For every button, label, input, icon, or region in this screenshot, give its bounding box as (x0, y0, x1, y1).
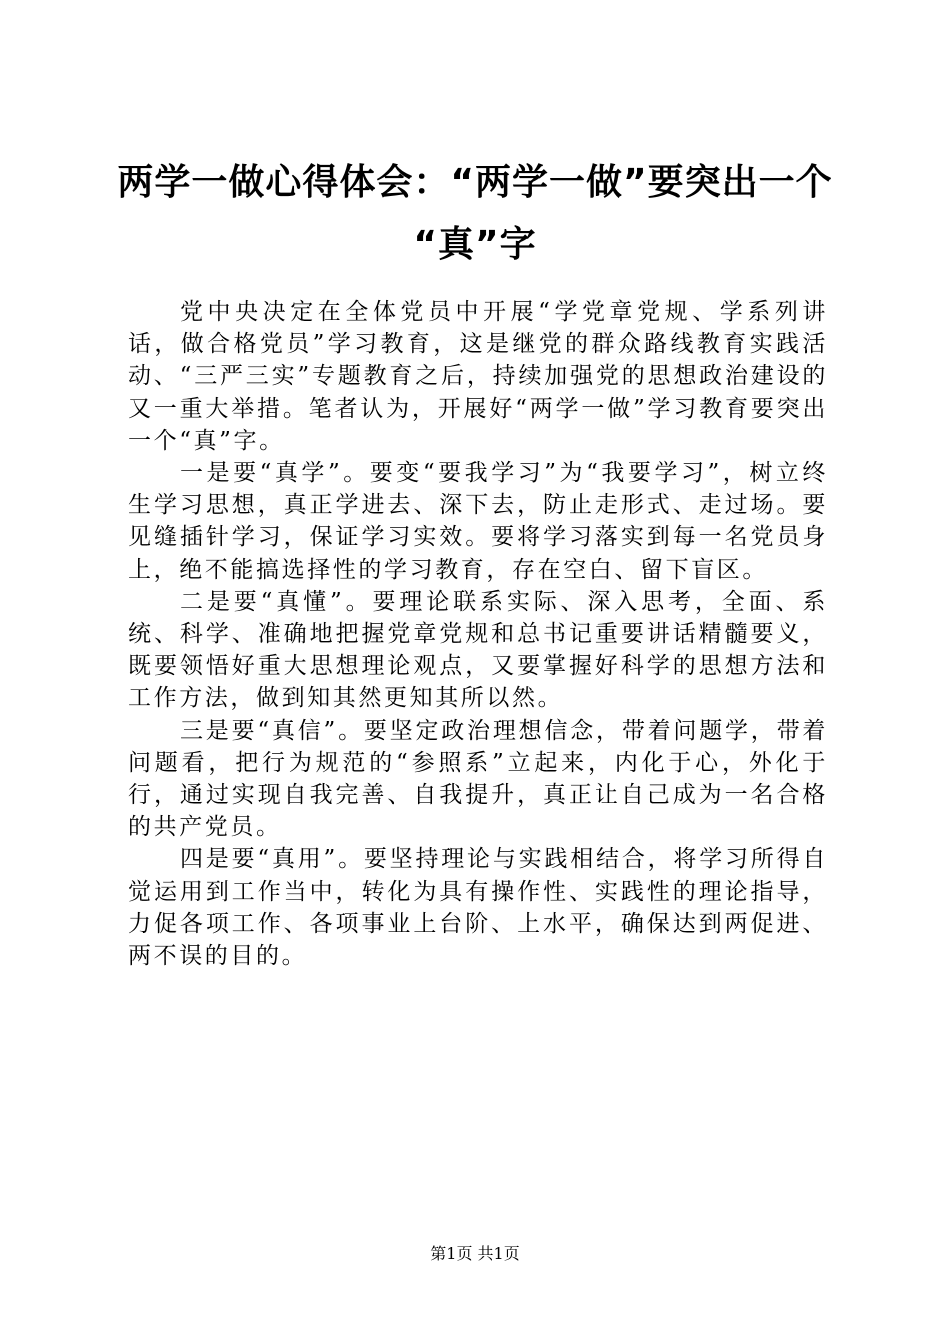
paragraph-zhen-yong: 四是要“真用”。要坚持理论与实践相结合，将学习所得自觉运用到工作当中，转化为具有操作性、实践性的理论指导，力促各项工作、各项事业上台阶、上水平，确保达到两促进、两不误的目的。 (128, 846, 828, 970)
page-title-line-1: 两学一做心得体会：“两学一做”要突出一个 (117, 162, 833, 203)
paragraph-zhen-xue: 一是要“真学”。要变“要我学习”为“我要学习”，树立终生学习思想，真正学进去、深下去，防止走形式、走过场。要见缝插针学习，保证学习实效。要将学习落实到每一名党员身上，绝不能搞选择性的学习教育，存在空白、留下盲区。 (128, 460, 828, 583)
paragraph-zhen-xin: 三是要“真信”。要坚定政治理想信念，带着问题学，带着问题看，把行为规范的“参照系”立起来，内化于心，外化于行，通过实现自我完善、自我提升，真正让自己成为一名合格的共产党员。 (128, 717, 828, 841)
page-title-line-2: “真”字 (413, 224, 537, 265)
paragraph-zhen-dong: 二是要“真懂”。要理论联系实际、深入思考，全面、系统、科学、准确地把握党章党规和总书记重要讲话精髓要义，既要领悟好重大思想理论观点，又要掌握好科学的思想方法和工作方法，做到知其然更知其所以然。 (128, 588, 828, 712)
paragraph-intro: 党中央决定在全体党员中开展“学党章党规、学系列讲话，做合格党员”学习教育，这是继党的群众路线教育实践活动、“三严三实”专题教育之后，持续加强党的思想政治建设的又一重大举措。笔者认为，开展好“两学一做”学习教育要突出一个“真”字。 (128, 299, 828, 454)
article-body (128, 296, 828, 972)
page-footer: 第1页 共1页 (430, 1244, 520, 1263)
